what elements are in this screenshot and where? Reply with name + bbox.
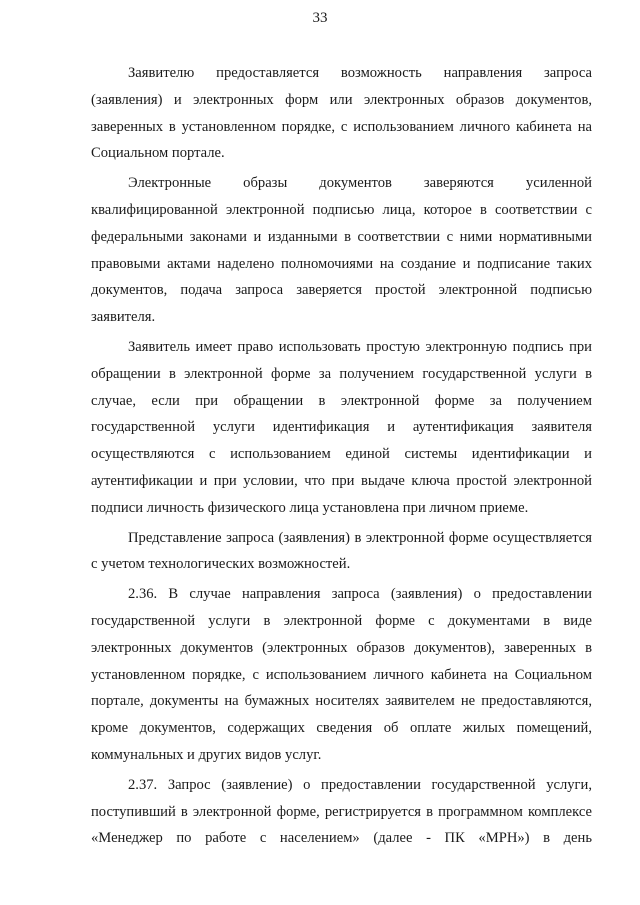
paragraph-clause-2-37: 2.37. Запрос (заявление) о предоставлении государственной услуги, поступивший в электронной форме, регистрируется в программном комплексе «Менеджер по работе с населением» (далее - ПК «МРН») в день	[91, 776, 592, 847]
document-body	[91, 60, 592, 852]
paragraph-portal-submission: Заявителю предоставляется возможность направления запроса (заявления) и электронных форм или электронных образов документов, заверенных в установленном порядке, с использованием личного кабинета на Социальном портале.	[91, 65, 592, 162]
paragraph-electronic-signature: Электронные образы документов заверяются усиленной квалифицированной электронной подписью лица, которое в соответствии с федеральными законами и изданными в соответствии с ними нормативными правовыми актами наделено полномочиями на создание и подписание таких документов, подача запроса заверяется простой электронной подписью заявителя.	[91, 175, 592, 326]
paragraph-clause-2-36: 2.36. В случае направления запроса (заявления) о предоставлении государственной услуги в электронной форме с документами в виде электронных документов (электронных образов документов), заверенных в установленном порядке, с использованием личного кабинета на Социальном портале, документы на бумажных носителях заявителем не предоставляются, кроме документов, содержащих сведения об оплате жилых помещений, коммунальных и других видов услуг.	[91, 586, 592, 763]
paragraph-technological-capabilities: Представление запроса (заявления) в электронной форме осуществляется с учетом технологических возможностей.	[91, 529, 592, 573]
paragraph-simple-signature: Заявитель имеет право использовать простую электронную подпись при обращении в электронной форме за получением государственной услуги в случае, если при обращении в электронной форме за получением государственной услуги идентификация и аутентификация заявителя осуществляются с использованием единой системы идентификации и аутентификации и при условии, что при выдаче ключа простой электронной подписи личность физического лица установлена при личном приеме.	[91, 338, 592, 516]
page-number: 33	[312, 10, 328, 26]
